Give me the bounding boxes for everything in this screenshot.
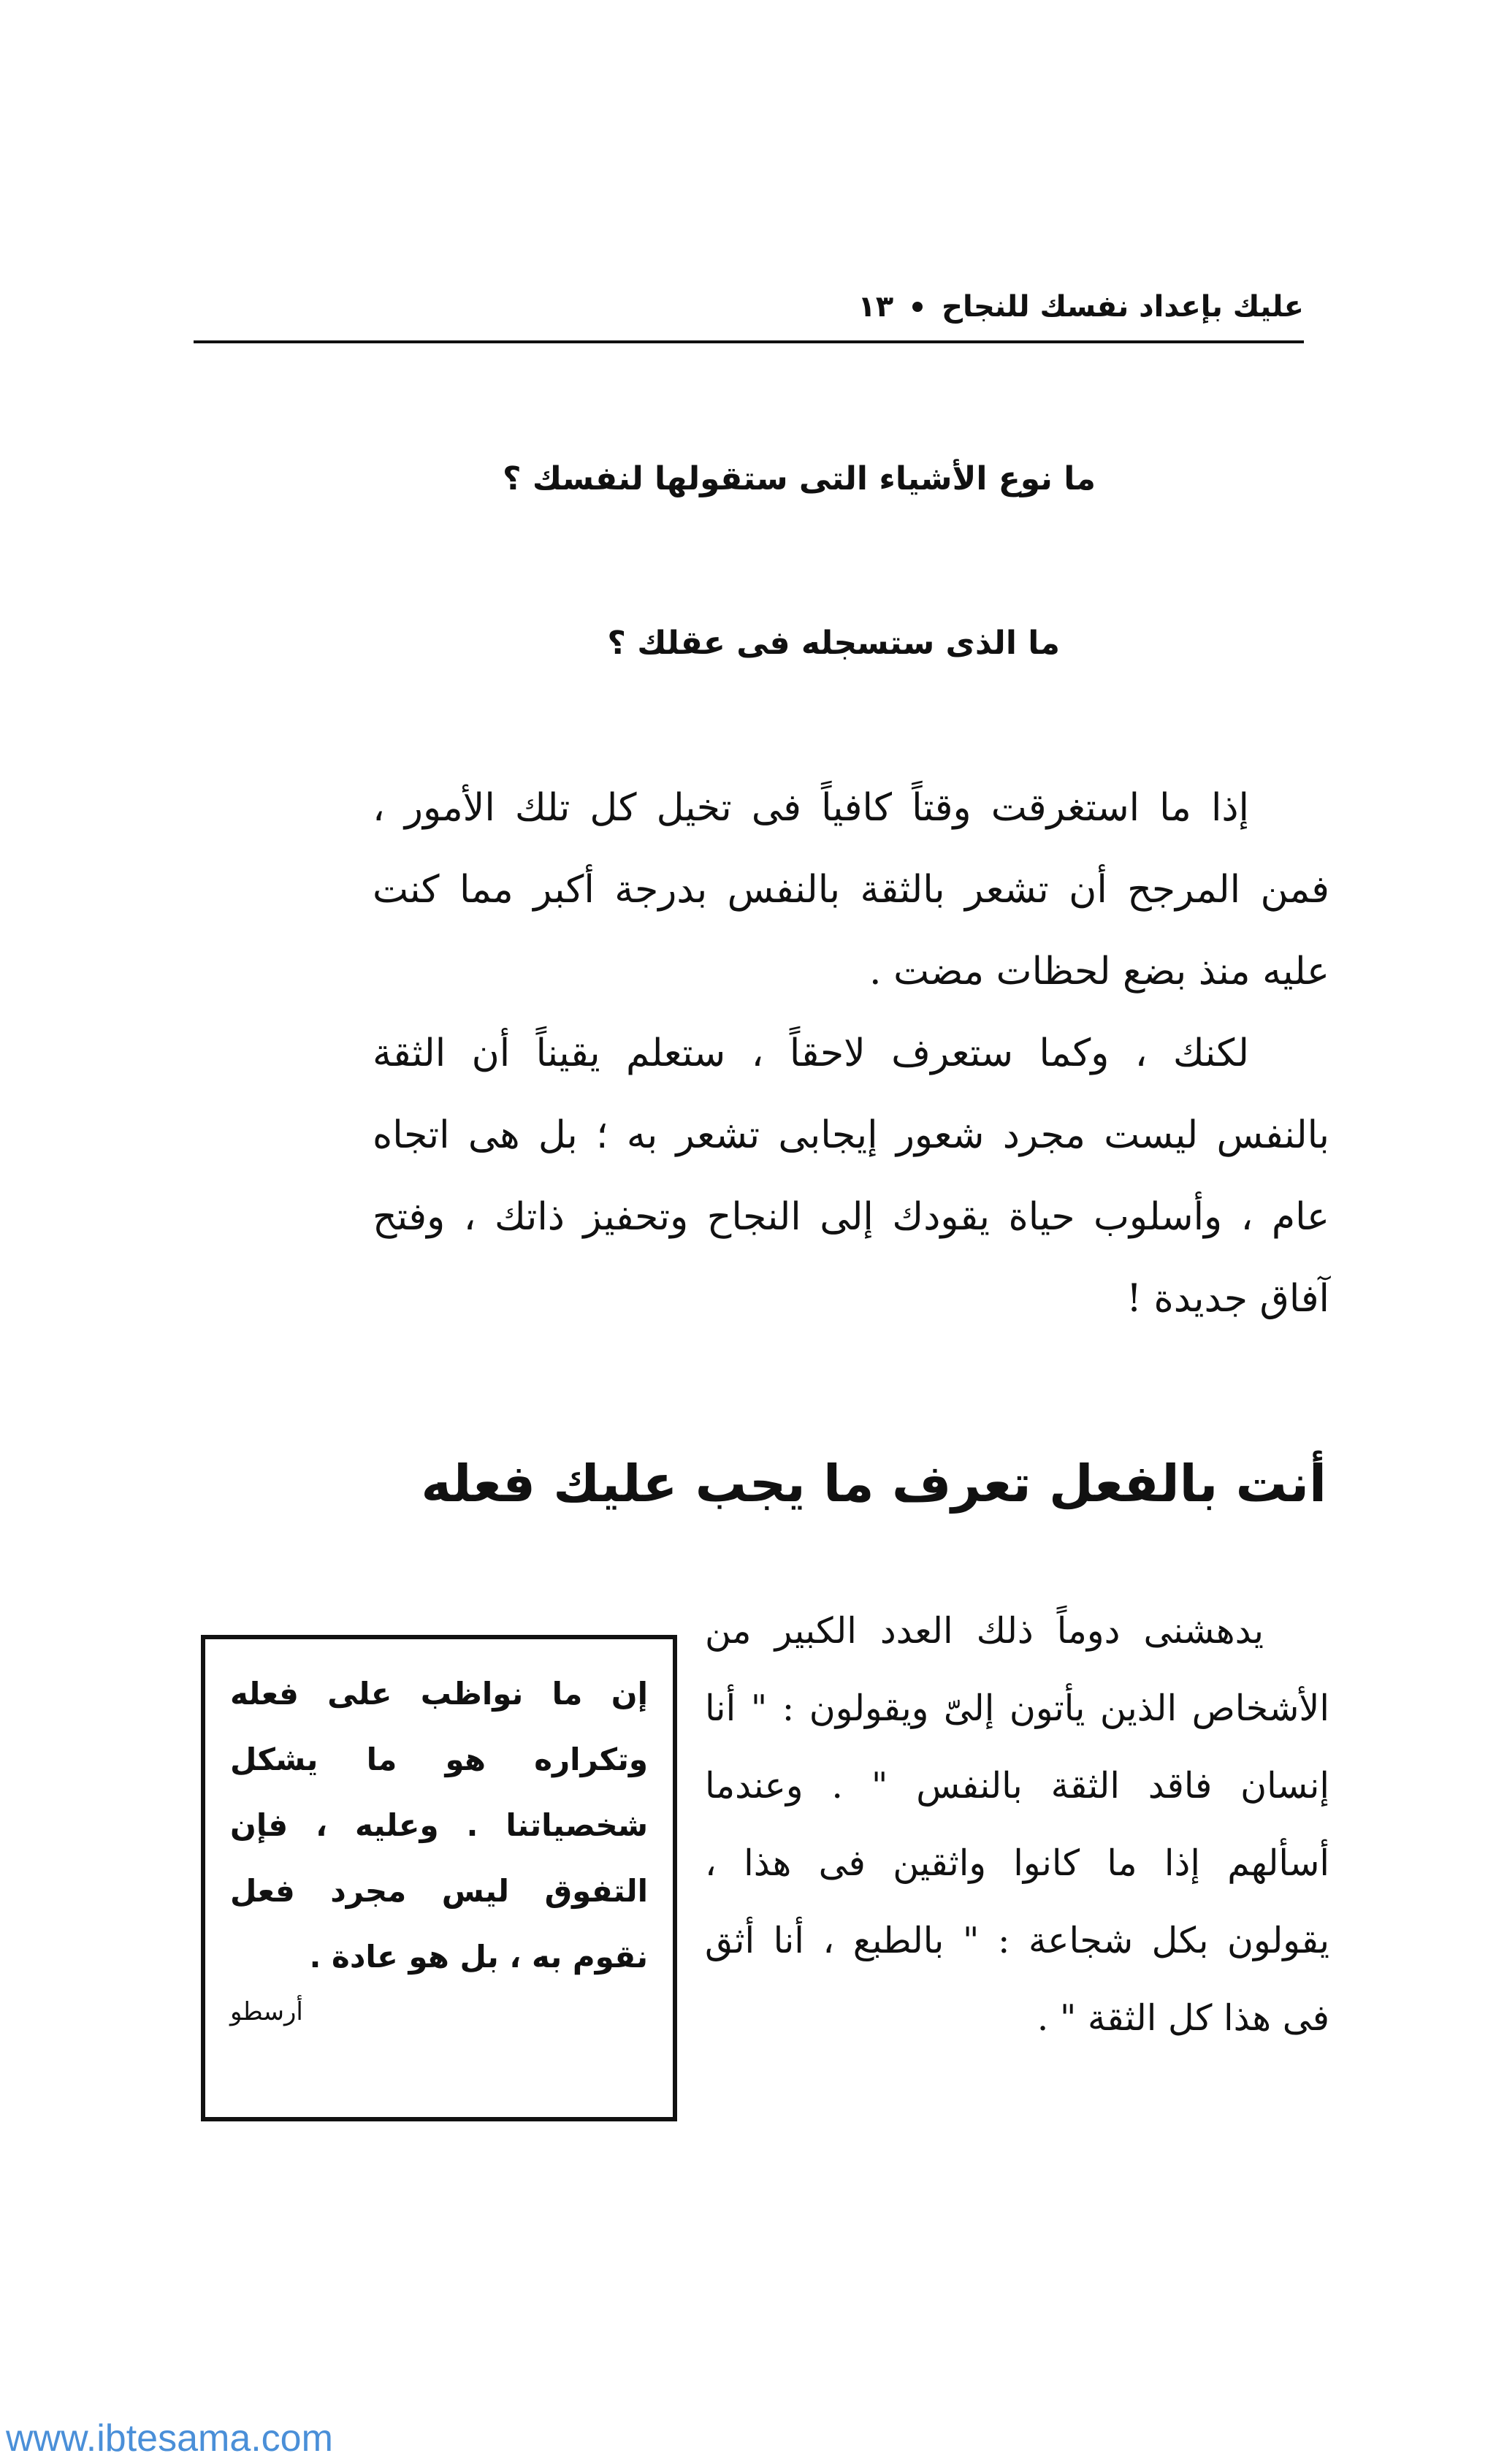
section-body-column xyxy=(705,1593,1329,2057)
paragraph-2: لكنك ، وكما ستعرف لاحقاً ، ستعلم يقيناً أن الثقة بالنفس ليست مجرد شعور إيجابى تشعر به ؛ بل هى اتجاه عام ، وأسلوب حياة يقودك إلى النجاح وتحفيز ذاتك ، وفتح آفاق جديدة ! xyxy=(373,1031,1329,1321)
page-number: ١٣ xyxy=(858,290,894,324)
quote-box xyxy=(201,1635,677,2121)
paragraph-1: إذا ما استغرقت وقتاً كافياً فى تخيل كل تلك الأمور ، فمن المرجح أن تشعر بالثقة بالنفس بدرجة أكبر مما كنت عليه منذ بضع لحظات مضت . xyxy=(373,786,1329,993)
question-1: ما نوع الأشياء التى ستقولها لنفسك ؟ xyxy=(502,460,1096,497)
watermark-url: www.ibtesama.com xyxy=(6,2417,333,2460)
section-paragraph: يدهشنى دوماً ذلك العدد الكبير من الأشخاص الذين يأتون إلىّ ويقولون : " أنا إنسان فاقد الثقة بالنفس " . وعندما أسألهم إذا ما كانوا واثقين فى هذا ، يقولون بكل شجاعة : " بالطبع ، أنا أثق فى هذا كل الثقة " . xyxy=(705,1610,1329,2039)
quote-author: أرسطو xyxy=(230,1997,303,2026)
running-header xyxy=(194,278,1304,336)
running-header-title: عليك بإعداد نفسك للنجاح xyxy=(942,290,1304,324)
intro-paragraphs xyxy=(373,767,1329,1340)
section-heading: أنت بالفعل تعرف ما يجب عليك فعله xyxy=(421,1454,1327,1514)
quote-text: إن ما نواظب على فعله وتكراره هو ما يشكل شخصياتنا . وعليه ، فإن التفوق ليس مجرد فعل نقوم به ، بل هو عادة . xyxy=(230,1676,648,1975)
bullet-separator-icon xyxy=(912,302,923,312)
header-divider xyxy=(194,340,1304,343)
question-2: ما الذى ستسجله فى عقلك ؟ xyxy=(607,625,1060,662)
